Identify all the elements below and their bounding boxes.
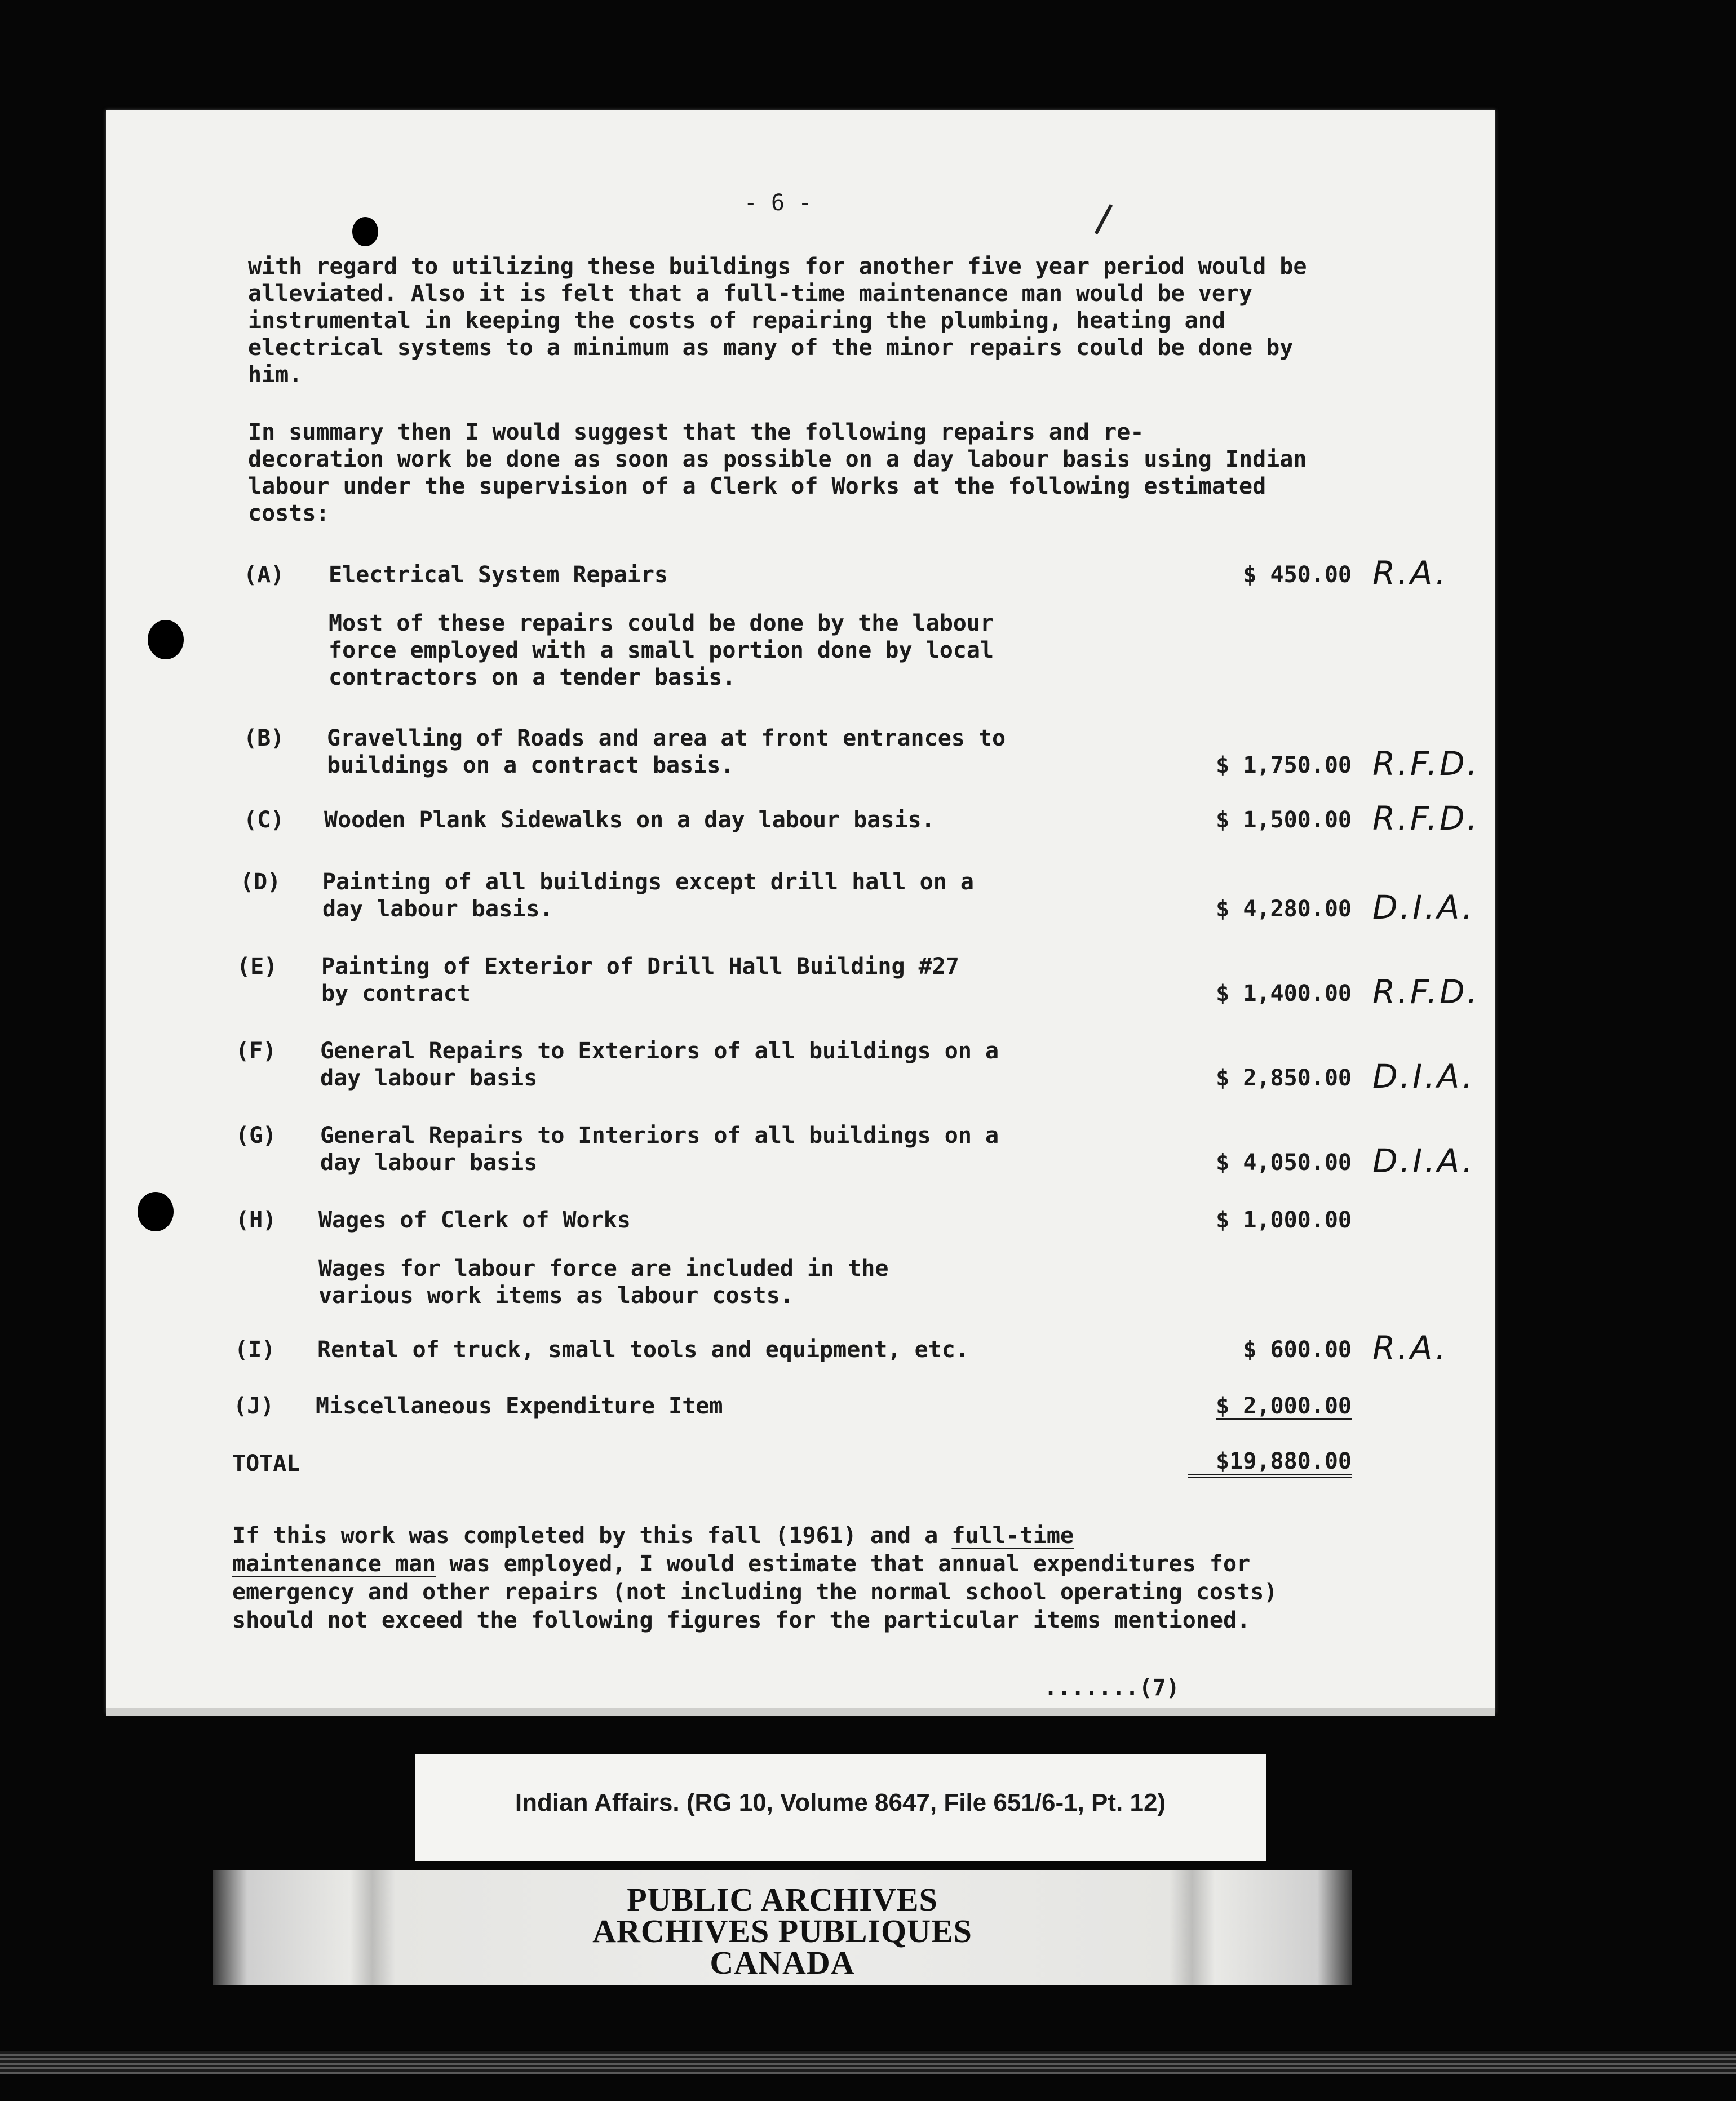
handwritten-initials: R.A. [1372, 554, 1448, 592]
item-description-line: Wages of Clerk of Works [318, 1207, 631, 1233]
item-amount: $ 450.00 [1243, 562, 1352, 588]
item-description-line: Electrical System Repairs [329, 562, 668, 588]
item-letter: (A) [243, 562, 285, 588]
closing-underlined-full-time: full-time [951, 1523, 1074, 1549]
closing-underlined-maintenance-man: maintenance man [232, 1551, 436, 1577]
item-note-line: contractors on a tender basis. [329, 664, 736, 690]
closing-line-2 [232, 1550, 1250, 1578]
item-letter: (I) [234, 1337, 276, 1363]
ink-blot [352, 217, 378, 246]
handwritten-initials: R.F.D. [1372, 799, 1480, 837]
item-amount: $ 4,050.00 [1216, 1150, 1352, 1176]
item-description-line: day labour basis. [322, 896, 553, 922]
closing-line-2-text: was employed, I would estimate that annual expenditures for [436, 1551, 1251, 1577]
punch-hole-bottom [138, 1192, 174, 1231]
handwritten-initials: D.I.A. [1372, 888, 1475, 927]
intro-line: alleviated. Also it is felt that a full-time maintenance man would be very [248, 281, 1253, 307]
handwritten-initials: D.I.A. [1372, 1142, 1475, 1180]
item-letter: (B) [243, 725, 285, 751]
item-letter: (E) [237, 954, 278, 979]
item-amount: $ 2,000.00 [1216, 1393, 1352, 1419]
item-amount: $ 600.00 [1243, 1337, 1352, 1363]
intro-line: instrumental in keeping the costs of repairing the plumbing, heating and [248, 308, 1225, 334]
item-note-line: various work items as labour costs. [318, 1283, 794, 1309]
item-description-line: General Repairs to Interiors of all buildings on a [320, 1123, 999, 1149]
archive-caption-card [415, 1754, 1266, 1861]
item-description-line: day labour basis [320, 1150, 538, 1176]
total-amount: $19,880.00 [1188, 1448, 1352, 1478]
item-description-line: Painting of all buildings except drill hall on a [322, 869, 974, 895]
item-letter: (H) [236, 1207, 277, 1233]
handwritten-initials: R.F.D. [1372, 973, 1480, 1011]
intro-line: him. [248, 362, 303, 388]
closing-line-3: emergency and other repairs (not including the normal school operating costs) [232, 1579, 1278, 1605]
item-note-line: force employed with a small portion done by local [329, 637, 994, 663]
total-label: TOTAL [232, 1451, 300, 1477]
film-edge-stripes [0, 2051, 1736, 2074]
summary-line: labour under the supervision of a Clerk of Works at the following estimated [248, 473, 1266, 499]
summary-line: decoration work be done as soon as possible on a day labour basis using Indian [248, 446, 1307, 472]
handwritten-initials: R.A. [1372, 1329, 1448, 1367]
item-letter: (G) [236, 1123, 277, 1149]
item-description-line: day labour basis [320, 1065, 538, 1091]
item-description-line: Gravelling of Roads and area at front entrances to [327, 725, 1006, 751]
item-letter: (D) [240, 869, 281, 895]
item-note-line: Most of these repairs could be done by the labour [329, 610, 994, 636]
item-amount: $ 1,000.00 [1216, 1207, 1352, 1233]
archive-label-line-3: CANADA [710, 1944, 855, 1981]
item-description-line: Wooden Plank Sidewalks on a day labour basis. [324, 807, 935, 833]
handwritten-initials: D.I.A. [1372, 1057, 1475, 1096]
item-letter: (F) [236, 1038, 277, 1064]
page-number: - 6 - [743, 190, 812, 216]
archive-label-line-1: PUBLIC ARCHIVES [627, 1881, 938, 1918]
summary-line: In summary then I would suggest that the following repairs and re- [248, 419, 1144, 445]
item-note-line: Wages for labour force are included in the [318, 1256, 889, 1282]
handwritten-initials: R.F.D. [1372, 744, 1480, 783]
item-letter: (J) [233, 1393, 274, 1419]
intro-line: electrical systems to a minimum as many of the minor repairs could be done by [248, 335, 1294, 361]
item-amount: $ 1,400.00 [1216, 981, 1352, 1007]
item-description-line: Painting of Exterior of Drill Hall Building #27 [321, 954, 959, 979]
intro-line: with regard to utilizing these buildings for another five year period would be [248, 254, 1307, 280]
summary-line: costs: [248, 500, 330, 526]
item-description-line: Rental of truck, small tools and equipment, etc. [317, 1337, 969, 1363]
archive-label-line-2: ARCHIVES PUBLIQUES [592, 1913, 972, 1949]
item-letter: (C) [243, 807, 285, 833]
punch-hole-top [148, 620, 184, 659]
continuation-marker: .......(7) [1044, 1675, 1180, 1701]
item-description-line: buildings on a contract basis. [327, 752, 734, 778]
item-amount: $ 1,750.00 [1216, 752, 1352, 778]
closing-line-1 [232, 1522, 1074, 1550]
item-amount: $ 1,500.00 [1216, 807, 1352, 833]
closing-line-1-text: If this work was completed by this fall (1961) and a [232, 1523, 952, 1549]
page-edge [106, 1708, 1495, 1716]
item-description-line: General Repairs to Exteriors of all buildings on a [320, 1038, 999, 1064]
item-amount: $ 2,850.00 [1216, 1065, 1352, 1091]
closing-line-4: should not exceed the following figures for the particular items mentioned. [232, 1607, 1251, 1633]
item-description-line: by contract [321, 981, 471, 1007]
archive-reference-caption: Indian Affairs. (RG 10, Volume 8647, File 651/6-1, Pt. 12) [515, 1789, 1166, 1816]
item-amount: $ 4,280.00 [1216, 896, 1352, 922]
item-description-line: Miscellaneous Expenditure Item [316, 1393, 723, 1419]
public-archives-band [213, 1870, 1352, 1985]
